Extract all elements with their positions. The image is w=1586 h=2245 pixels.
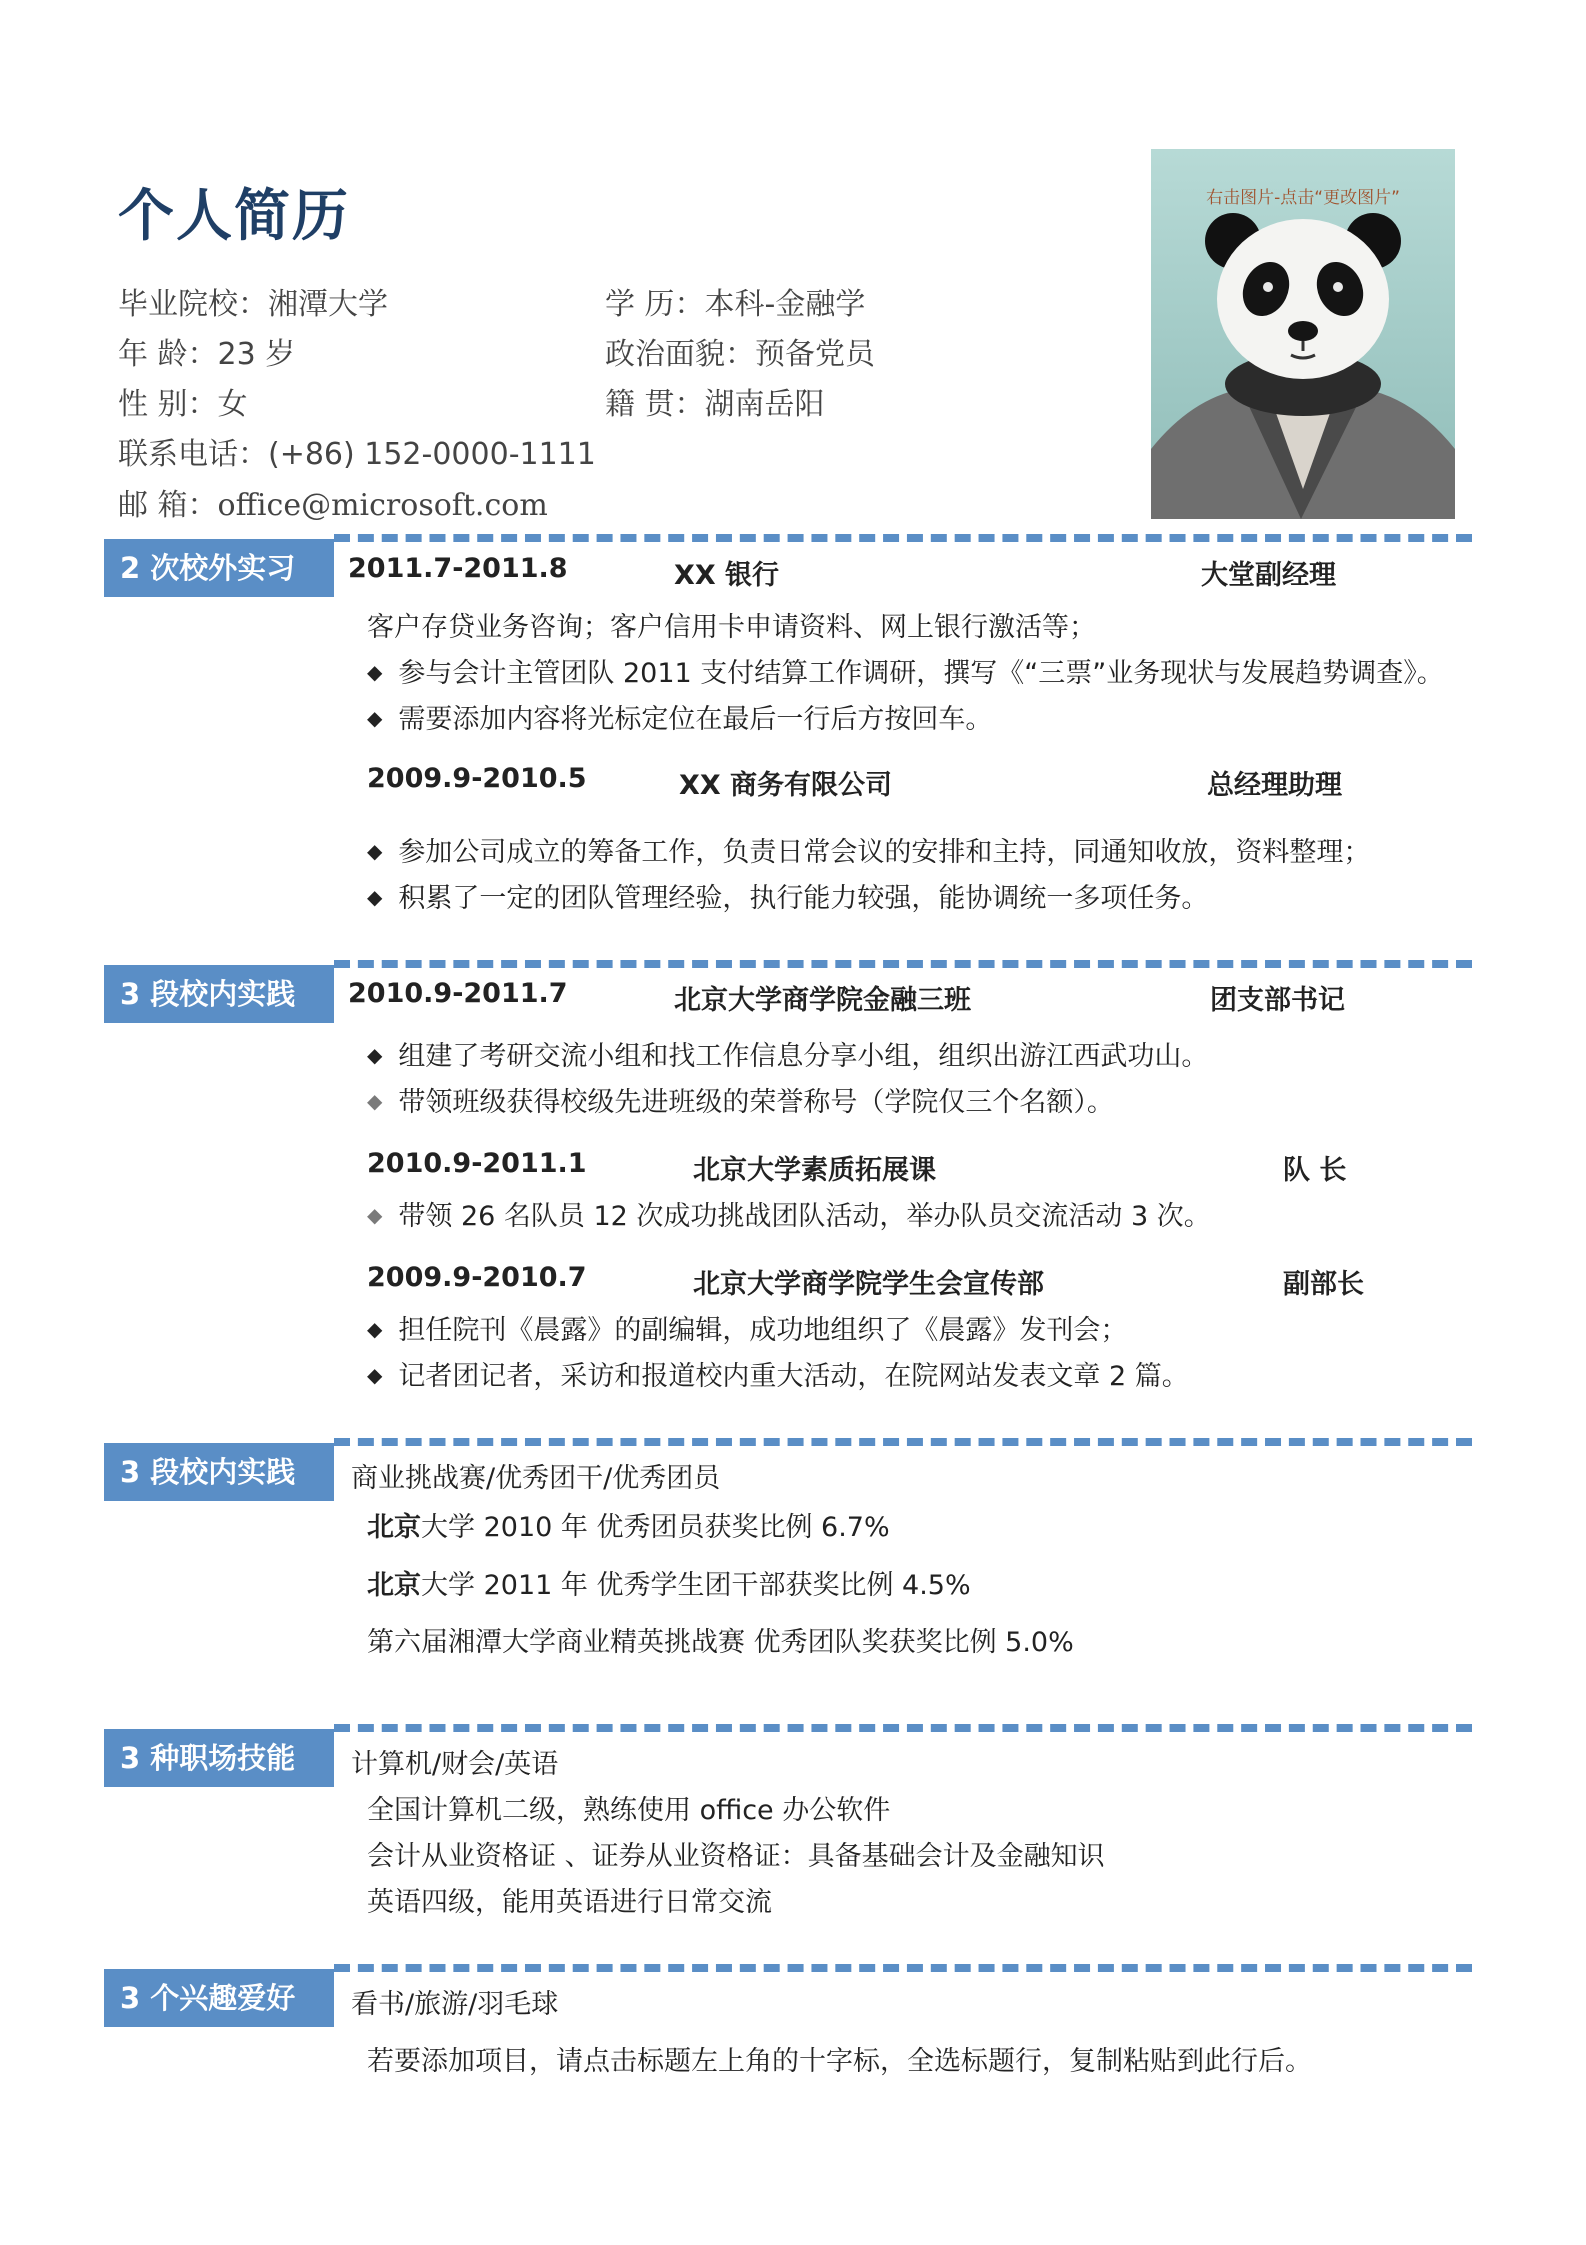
job-period: 2011.7-2011.8 — [348, 553, 568, 584]
job-period: 2009.9-2010.5 — [367, 763, 587, 794]
practice-period: 2009.9-2010.7 — [367, 1262, 587, 1293]
practice-org: 北京大学商学院金融三班 — [674, 985, 971, 1016]
school-info: 毕业院校：湘潭大学 — [118, 287, 388, 322]
section-divider — [334, 534, 1472, 542]
photo-caption: 右击图片-点击“更改图片” — [1206, 188, 1400, 208]
section-divider — [334, 1964, 1472, 1972]
practice-org: 北京大学商学院学生会宣传部 — [693, 1269, 1044, 1300]
list-item: ◆ 组建了考研交流小组和找工作信息分享小组，组织出游江西武功山。 — [367, 1034, 1208, 1073]
award-line-bold: 北京 — [367, 1512, 421, 1543]
list-item: ◆ 积累了一定的团队管理经验，执行能力较强，能协调统一多项任务。 — [367, 876, 1208, 915]
award-line-text: 大学 2010 年 优秀团员获奖比例 6.7% — [421, 1512, 890, 1543]
job-org: XX 商务有限公司 — [679, 770, 893, 801]
section-divider — [334, 1438, 1472, 1446]
profile-photo[interactable] — [1151, 149, 1455, 519]
job-intro: 客户存贷业务咨询；客户信用卡申请资料、网上银行激活等； — [367, 612, 1096, 643]
email-info — [118, 480, 548, 524]
job-role: 总经理助理 — [1207, 770, 1342, 801]
skill-line: 会计从业资格证 、证券从业资格证：具备基础会计及金融知识 — [367, 1841, 1105, 1872]
section-label-internship: 2 次校外实习 — [104, 539, 334, 597]
list-item: ◆ 参与会计主管团队 2011 支付结算工作调研，撰写《“三票”业务现状与发展趋势调查》。 — [367, 651, 1444, 690]
award-line-bold: 北京 — [367, 1570, 421, 1601]
practice-period: 2010.9-2011.1 — [367, 1148, 587, 1179]
skill-line: 全国计算机二级，熟练使用 office 办公软件 — [367, 1795, 891, 1826]
job-role: 大堂副经理 — [1201, 560, 1336, 591]
section-divider — [334, 1724, 1472, 1732]
practice-org: 北京大学素质拓展课 — [693, 1155, 936, 1186]
practice-role: 团支部书记 — [1210, 985, 1345, 1016]
page-title: 个人简历 — [118, 184, 350, 249]
section-label-awards: 3 段校内实践 — [104, 1443, 334, 1501]
degree-info: 学 历：本科-金融学 — [605, 287, 866, 322]
list-item: ◆ 担任院刊《晨露》的副编辑，成功地组织了《晨露》发刊会； — [367, 1308, 1127, 1347]
award-line — [367, 1620, 1074, 1659]
hobbies-summary: 看书/旅游/羽毛球 — [351, 1989, 559, 2020]
section-label-hobbies: 3 个兴趣爱好 — [104, 1969, 334, 2027]
section-label-practice: 3 段校内实践 — [104, 965, 334, 1023]
awards-summary: 商业挑战赛/优秀团干/优秀团员 — [351, 1463, 721, 1494]
skill-line: 英语四级，能用英语进行日常交流 — [367, 1887, 772, 1918]
list-item: ◆ 需要添加内容将光标定位在最后一行后方按回车。 — [367, 697, 992, 736]
section-divider — [334, 960, 1472, 968]
list-item: ◆ 记者团记者，采访和报道校内重大活动，在院网站发表文章 2 篇。 — [367, 1354, 1189, 1393]
phone-info: 联系电话：(+86) 152-0000-1111 — [118, 437, 596, 472]
job-org: XX 银行 — [674, 560, 780, 591]
practice-role: 队 长 — [1283, 1155, 1347, 1186]
email-label: 邮 箱： — [118, 488, 218, 523]
hobby-line: 若要添加项目，请点击标题左上角的十字标，全选标题行，复制粘贴到此行后。 — [367, 2046, 1312, 2077]
award-line — [367, 1505, 890, 1544]
age-info: 年 龄：23 岁 — [118, 337, 296, 372]
list-item: ◆ 参加公司成立的筹备工作，负责日常会议的安排和主持，同通知收放，资料整理； — [367, 830, 1370, 869]
origin-info: 籍 贯：湖南岳阳 — [605, 387, 825, 422]
email-address: office@microsoft.com — [217, 488, 548, 523]
politics-info: 政治面貌：预备党员 — [605, 337, 875, 372]
practice-role: 副部长 — [1283, 1269, 1364, 1300]
section-label-skills: 3 种职场技能 — [104, 1729, 334, 1787]
award-line-text: 第六届湘潭大学商业精英挑战赛 优秀团队奖获奖比例 5.0% — [367, 1627, 1074, 1658]
practice-period: 2010.9-2011.7 — [348, 978, 568, 1009]
skills-summary: 计算机/财会/英语 — [351, 1749, 559, 1780]
award-line-text: 大学 2011 年 优秀学生团干部获奖比例 4.5% — [421, 1570, 971, 1601]
list-item: ◆ 带领 26 名队员 12 次成功挑战团队活动，举办队员交流活动 3 次。 — [367, 1194, 1211, 1233]
award-line — [367, 1563, 971, 1602]
gender-info: 性 别：女 — [118, 387, 248, 422]
list-item: ◆ 带领班级获得校级先进班级的荣誉称号（学院仅三个名额）。 — [367, 1080, 1114, 1119]
